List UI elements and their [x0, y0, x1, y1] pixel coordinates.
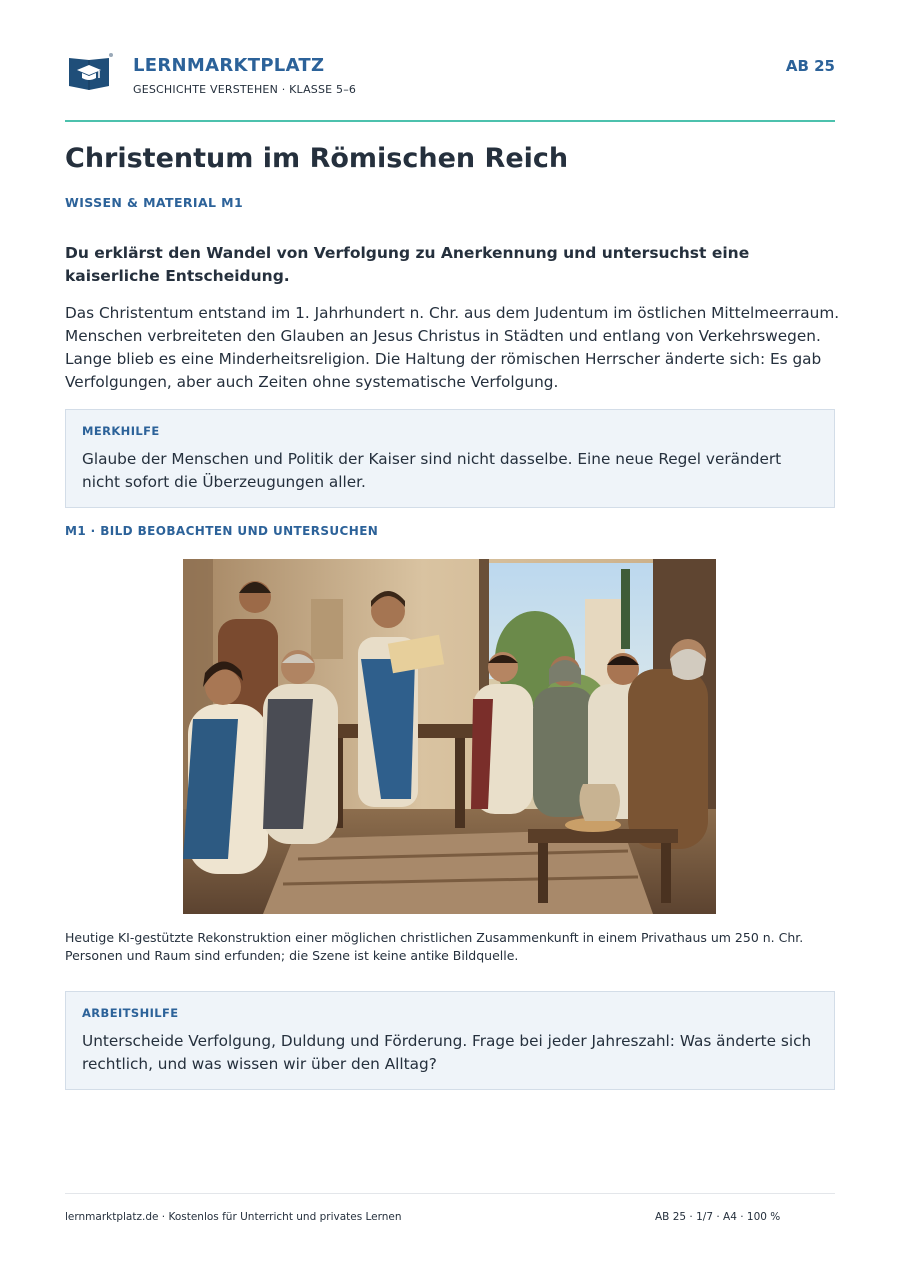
- learning-goal: Du erklärst den Wandel von Verfolgung zu Anerkennung und untersuchst eine kaiserliche Entscheidung.: [65, 244, 750, 285]
- m1-illustration: [183, 559, 716, 914]
- footer-left[interactable]: lernmarktplatz.de · Kostenlos für Unterricht und privates Lernen: [65, 1211, 402, 1223]
- brand-name[interactable]: LERNMARKTPLATZ: [133, 55, 325, 76]
- arbeitshilfe-text: Unterscheide Verfolgung, Duldung und Förderung. Frage bei jeder Jahreszahl: Was änderte sich rechtlich, und was wissen wir über den Alltag?: [82, 1032, 812, 1073]
- m1-label: M1 · BILD BEOBACHTEN UND UNTERSUCHEN: [65, 524, 379, 538]
- merkhilfe-box: [65, 409, 835, 508]
- brand-subtitle: GESCHICHTE VERSTEHEN · KLASSE 5–6: [133, 83, 357, 96]
- arbeitshilfe-label: ARBEITSHILFE: [82, 1006, 179, 1020]
- header-divider: [65, 120, 835, 122]
- intro-text: Das Christentum entstand im 1. Jahrhundert n. Chr. aus dem Judentum im östlichen Mittelmeerraum. Menschen verbreiteten den Glauben an Jesus Christus in Städten und entlang von Verkehrswegen. Lange blieb es eine Minderheitsreligion. Die Haltung der römischen Herrscher änderte sich: Es gab Verfolgungen, aber auch Zeiten ohne systematische Verfolgung.: [65, 304, 840, 391]
- merkhilfe-text: Glaube der Menschen und Politik der Kaiser sind nicht dasselbe. Eine neue Regel verändert nicht sofort die Überzeugungen aller.: [82, 450, 782, 491]
- footer-right: AB 25 · 1/7 · A4 · 100 %: [655, 1211, 781, 1223]
- footer-divider: [65, 1193, 835, 1194]
- graduation-cap-book-icon: [67, 52, 113, 92]
- merkhilfe-label: MERKHILFE: [82, 424, 160, 438]
- sheet-id: AB 25: [785, 57, 835, 75]
- m1-caption: Heutige KI-gestützte Rekonstruktion einer möglichen christlichen Zusammenkunft in einem Privathaus um 250 n. Chr. Personen und Raum sind erfunden; die Szene ist keine antike Bildquelle.: [65, 930, 804, 963]
- page-title: Christentum im Römischen Reich: [65, 143, 569, 174]
- arbeitshilfe-box: [65, 991, 835, 1090]
- section-label: WISSEN & MATERIAL M1: [65, 195, 244, 210]
